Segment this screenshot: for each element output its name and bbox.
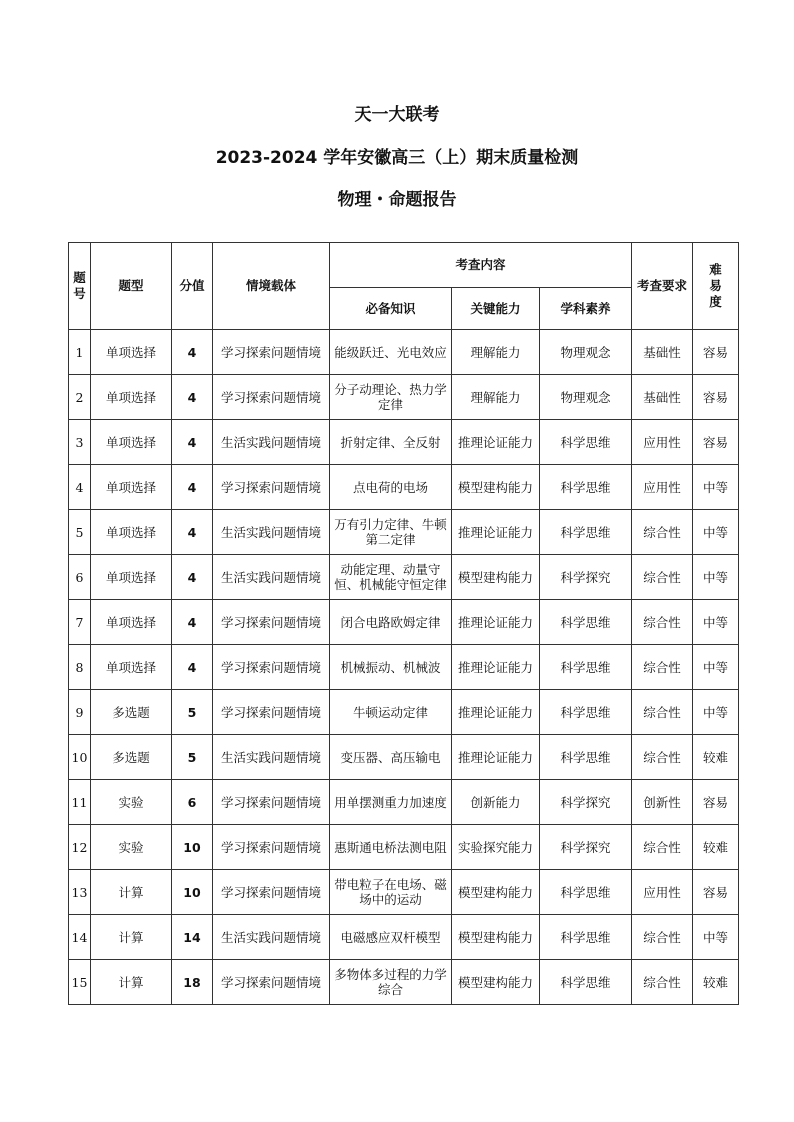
cell-knowledge: 电磁感应双杆模型 — [330, 915, 452, 960]
cell-literacy: 科学思维 — [540, 915, 632, 960]
cell-score: 4 — [172, 375, 213, 420]
cell-context: 生活实践问题情境 — [213, 735, 330, 780]
cell-requirement: 综合性 — [632, 960, 693, 1005]
table-row — [69, 915, 739, 960]
cell-difficulty: 较难 — [693, 825, 739, 870]
cell-ability: 模型建构能力 — [452, 465, 540, 510]
cell-type: 计算 — [91, 870, 172, 915]
cell-context: 学习探索问题情境 — [213, 960, 330, 1005]
cell-number: 15 — [69, 960, 91, 1005]
cell-literacy: 物理观念 — [540, 375, 632, 420]
cell-number: 10 — [69, 735, 91, 780]
cell-context: 生活实践问题情境 — [213, 555, 330, 600]
cell-difficulty: 中等 — [693, 555, 739, 600]
cell-number: 3 — [69, 420, 91, 465]
table-row — [69, 780, 739, 825]
cell-type: 计算 — [91, 960, 172, 1005]
cell-score: 10 — [172, 870, 213, 915]
cell-type: 单项选择 — [91, 375, 172, 420]
cell-ability: 实验探究能力 — [452, 825, 540, 870]
table-row — [69, 465, 739, 510]
cell-context: 学习探索问题情境 — [213, 690, 330, 735]
cell-score: 4 — [172, 645, 213, 690]
cell-difficulty: 中等 — [693, 690, 739, 735]
cell-score: 4 — [172, 510, 213, 555]
cell-knowledge: 多物体多过程的力学综合 — [330, 960, 452, 1005]
cell-number: 13 — [69, 870, 91, 915]
cell-number: 4 — [69, 465, 91, 510]
cell-requirement: 应用性 — [632, 420, 693, 465]
cell-difficulty: 中等 — [693, 510, 739, 555]
cell-score: 4 — [172, 465, 213, 510]
header-number: 题号 — [69, 243, 91, 330]
cell-knowledge: 变压器、高压输电 — [330, 735, 452, 780]
table-row — [69, 375, 739, 420]
exam-name-title: 2023-2024 学年安徽高三（上）期末质量检测 — [215, 148, 579, 168]
cell-knowledge: 动能定理、动量守恒、机械能守恒定律 — [330, 555, 452, 600]
header-context: 情境载体 — [213, 243, 330, 330]
header-difficulty: 难易度 — [693, 243, 739, 330]
cell-literacy: 物理观念 — [540, 330, 632, 375]
table-row — [69, 690, 739, 735]
table-row — [69, 645, 739, 690]
cell-knowledge: 机械振动、机械波 — [330, 645, 452, 690]
cell-score: 14 — [172, 915, 213, 960]
cell-literacy: 科学探究 — [540, 555, 632, 600]
cell-type: 计算 — [91, 915, 172, 960]
cell-type: 单项选择 — [91, 330, 172, 375]
cell-ability: 推理论证能力 — [452, 690, 540, 735]
cell-requirement: 综合性 — [632, 690, 693, 735]
cell-context: 学习探索问题情境 — [213, 825, 330, 870]
cell-number: 1 — [69, 330, 91, 375]
cell-ability: 推理论证能力 — [452, 645, 540, 690]
cell-ability: 模型建构能力 — [452, 960, 540, 1005]
table-row — [69, 870, 739, 915]
cell-literacy: 科学思维 — [540, 600, 632, 645]
cell-literacy: 科学思维 — [540, 735, 632, 780]
cell-requirement: 基础性 — [632, 330, 693, 375]
table-row — [69, 735, 739, 780]
cell-context: 学习探索问题情境 — [213, 780, 330, 825]
cell-knowledge: 折射定律、全反射 — [330, 420, 452, 465]
cell-number: 6 — [69, 555, 91, 600]
cell-knowledge: 闭合电路欧姆定律 — [330, 600, 452, 645]
cell-number: 5 — [69, 510, 91, 555]
cell-literacy: 科学思维 — [540, 510, 632, 555]
cell-ability: 推理论证能力 — [452, 420, 540, 465]
cell-number: 9 — [69, 690, 91, 735]
cell-context: 学习探索问题情境 — [213, 645, 330, 690]
cell-number: 14 — [69, 915, 91, 960]
cell-ability: 模型建构能力 — [452, 915, 540, 960]
header-content: 考查内容 — [330, 243, 632, 288]
table-row — [69, 420, 739, 465]
cell-requirement: 基础性 — [632, 375, 693, 420]
cell-number: 11 — [69, 780, 91, 825]
cell-difficulty: 较难 — [693, 960, 739, 1005]
report-subject-title: 物理・命题报告 — [337, 190, 457, 210]
cell-ability: 推理论证能力 — [452, 600, 540, 645]
cell-context: 学习探索问题情境 — [213, 375, 330, 420]
table-body — [69, 330, 739, 1005]
cell-context: 学习探索问题情境 — [213, 330, 330, 375]
cell-score: 4 — [172, 330, 213, 375]
cell-type: 单项选择 — [91, 645, 172, 690]
header-knowledge: 必备知识 — [330, 288, 452, 330]
cell-score: 4 — [172, 555, 213, 600]
cell-literacy: 科学思维 — [540, 960, 632, 1005]
cell-ability: 理解能力 — [452, 330, 540, 375]
table-header-row — [69, 243, 739, 288]
table-row — [69, 330, 739, 375]
cell-score: 4 — [172, 420, 213, 465]
cell-difficulty: 容易 — [693, 780, 739, 825]
cell-type: 单项选择 — [91, 510, 172, 555]
cell-ability: 创新能力 — [452, 780, 540, 825]
cell-ability: 理解能力 — [452, 375, 540, 420]
cell-type: 多选题 — [91, 690, 172, 735]
cell-knowledge: 分子动理论、热力学定律 — [330, 375, 452, 420]
header-score: 分值 — [172, 243, 213, 330]
cell-type: 实验 — [91, 780, 172, 825]
cell-difficulty: 中等 — [693, 465, 739, 510]
cell-context: 生活实践问题情境 — [213, 510, 330, 555]
cell-difficulty: 容易 — [693, 330, 739, 375]
cell-score: 10 — [172, 825, 213, 870]
cell-type: 单项选择 — [91, 465, 172, 510]
cell-context: 学习探索问题情境 — [213, 870, 330, 915]
cell-score: 6 — [172, 780, 213, 825]
cell-ability: 推理论证能力 — [452, 735, 540, 780]
cell-literacy: 科学思维 — [540, 465, 632, 510]
cell-number: 7 — [69, 600, 91, 645]
cell-requirement: 综合性 — [632, 915, 693, 960]
cell-difficulty: 容易 — [693, 420, 739, 465]
cell-requirement: 综合性 — [632, 600, 693, 645]
cell-difficulty: 中等 — [693, 645, 739, 690]
table-row — [69, 600, 739, 645]
cell-knowledge: 点电荷的电场 — [330, 465, 452, 510]
cell-context: 学习探索问题情境 — [213, 465, 330, 510]
cell-knowledge: 能级跃迁、光电效应 — [330, 330, 452, 375]
table-row — [69, 555, 739, 600]
cell-difficulty: 容易 — [693, 870, 739, 915]
cell-knowledge: 用单摆测重力加速度 — [330, 780, 452, 825]
cell-ability: 模型建构能力 — [452, 555, 540, 600]
cell-type: 实验 — [91, 825, 172, 870]
header-ability: 关键能力 — [452, 288, 540, 330]
cell-difficulty: 较难 — [693, 735, 739, 780]
table-row — [69, 510, 739, 555]
cell-score: 5 — [172, 735, 213, 780]
cell-requirement: 综合性 — [632, 510, 693, 555]
header-type: 题型 — [91, 243, 172, 330]
cell-requirement: 综合性 — [632, 645, 693, 690]
cell-requirement: 综合性 — [632, 825, 693, 870]
cell-knowledge: 惠斯通电桥法测电阻 — [330, 825, 452, 870]
header-requirement: 考查要求 — [632, 243, 693, 330]
cell-difficulty: 中等 — [693, 600, 739, 645]
cell-type: 单项选择 — [91, 600, 172, 645]
cell-type: 单项选择 — [91, 555, 172, 600]
cell-score: 18 — [172, 960, 213, 1005]
cell-context: 生活实践问题情境 — [213, 915, 330, 960]
cell-requirement: 综合性 — [632, 735, 693, 780]
table-row — [69, 960, 739, 1005]
cell-number: 8 — [69, 645, 91, 690]
cell-literacy: 科学探究 — [540, 780, 632, 825]
cell-type: 多选题 — [91, 735, 172, 780]
cell-number: 2 — [69, 375, 91, 420]
cell-literacy: 科学思维 — [540, 420, 632, 465]
cell-knowledge: 牛顿运动定律 — [330, 690, 452, 735]
cell-number: 12 — [69, 825, 91, 870]
cell-score: 4 — [172, 600, 213, 645]
cell-literacy: 科学思维 — [540, 645, 632, 690]
proposition-report-table — [68, 242, 739, 1005]
cell-ability: 模型建构能力 — [452, 870, 540, 915]
cell-knowledge: 万有引力定律、牛顿第二定律 — [330, 510, 452, 555]
cell-requirement: 应用性 — [632, 870, 693, 915]
cell-difficulty: 容易 — [693, 375, 739, 420]
cell-score: 5 — [172, 690, 213, 735]
cell-difficulty: 中等 — [693, 915, 739, 960]
cell-literacy: 科学思维 — [540, 690, 632, 735]
cell-context: 生活实践问题情境 — [213, 420, 330, 465]
cell-requirement: 应用性 — [632, 465, 693, 510]
header-literacy: 学科素养 — [540, 288, 632, 330]
cell-context: 学习探索问题情境 — [213, 600, 330, 645]
exam-organizer-title: 天一大联考 — [354, 105, 440, 125]
cell-requirement: 创新性 — [632, 780, 693, 825]
cell-literacy: 科学思维 — [540, 870, 632, 915]
cell-requirement: 综合性 — [632, 555, 693, 600]
cell-ability: 推理论证能力 — [452, 510, 540, 555]
cell-type: 单项选择 — [91, 420, 172, 465]
table-row — [69, 825, 739, 870]
cell-knowledge: 带电粒子在电场、磁场中的运动 — [330, 870, 452, 915]
cell-literacy: 科学探究 — [540, 825, 632, 870]
